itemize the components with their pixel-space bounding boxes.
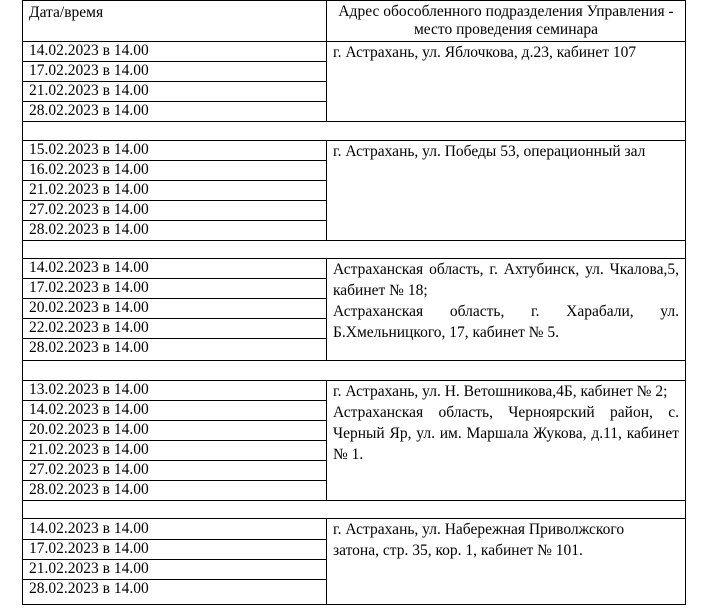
date-cell: 13.02.2023 в 14.00	[29, 381, 149, 398]
address-text: г. Астрахань, ул. Н. Ветошникова,4Б, кабинет № 2;	[333, 383, 668, 400]
date-cell: 15.02.2023 в 14.00	[29, 141, 149, 158]
table-border-right	[685, 0, 686, 605]
date-cell: 28.02.2023 в 14.00	[29, 221, 149, 238]
date-cell: 14.02.2023 в 14.00	[29, 401, 149, 418]
date-cell: 20.02.2023 в 14.00	[29, 421, 149, 438]
date-cell: 20.02.2023 в 14.00	[29, 299, 149, 316]
column-divider	[326, 258, 327, 360]
date-cell: 21.02.2023 в 14.00	[29, 82, 149, 99]
address-cell	[333, 141, 679, 162]
address-text: Астраханская область, г. Ахтубинск, ул. Чкалова,5, кабинет № 18;	[333, 261, 679, 299]
date-cell: 17.02.2023 в 14.00	[29, 279, 149, 296]
address-text: г. Астрахань, ул. Победы 53, операционный зал	[333, 143, 646, 160]
date-cell: 28.02.2023 в 14.00	[29, 339, 149, 356]
column-divider	[326, 41, 327, 121]
table-border-left	[22, 0, 23, 605]
date-cell: 28.02.2023 в 14.00	[29, 580, 149, 597]
date-cell: 28.02.2023 в 14.00	[29, 481, 149, 498]
date-cell: 16.02.2023 в 14.00	[29, 161, 149, 178]
date-cell: 27.02.2023 в 14.00	[29, 461, 149, 478]
header-date-time: Дата/время	[29, 4, 104, 21]
address-cell	[333, 381, 679, 465]
date-cell: 27.02.2023 в 14.00	[29, 201, 149, 218]
address-text: г. Астрахань, ул. Набережная Приволжского затона, стр. 35, кор. 1, кабинет № 101.	[333, 521, 625, 559]
address-cell	[333, 519, 663, 561]
date-cell: 14.02.2023 в 14.00	[29, 259, 149, 276]
table-border-bottom	[22, 604, 686, 605]
date-cell: 14.02.2023 в 14.00	[29, 520, 149, 537]
column-divider	[326, 518, 327, 605]
date-cell: 22.02.2023 в 14.00	[29, 319, 149, 336]
date-cell: 17.02.2023 в 14.00	[29, 62, 149, 79]
address-text: Астраханская область, Черноярский район, с. Черный Яр, ул. им. Маршала Жукова, д.11, кабинет № 1.	[333, 404, 679, 463]
address-text: Астраханская область, г. Харабали, ул. Б.Хмельницкого, 17, кабинет № 5.	[333, 303, 679, 341]
header-address: Адрес обособленного подразделения Управления - место проведения семинара	[338, 3, 674, 38]
date-cell: 21.02.2023 в 14.00	[29, 181, 149, 198]
date-cell: 21.02.2023 в 14.00	[29, 560, 149, 577]
group-bottom-border	[22, 500, 686, 501]
group-bottom-border	[22, 240, 686, 241]
date-cell: 17.02.2023 в 14.00	[29, 540, 149, 557]
date-cell: 14.02.2023 в 14.00	[29, 42, 149, 59]
group-bottom-border	[22, 360, 686, 361]
group-bottom-border	[22, 121, 686, 122]
table-border-top	[22, 0, 686, 1]
date-cell: 21.02.2023 в 14.00	[29, 441, 149, 458]
address-cell	[333, 42, 679, 63]
address-cell	[333, 259, 679, 343]
column-divider	[326, 140, 327, 240]
column-divider	[326, 380, 327, 500]
address-text: г. Астрахань, ул. Яблочкова, д.23, кабинет 107	[333, 44, 637, 61]
date-cell: 28.02.2023 в 14.00	[29, 102, 149, 119]
